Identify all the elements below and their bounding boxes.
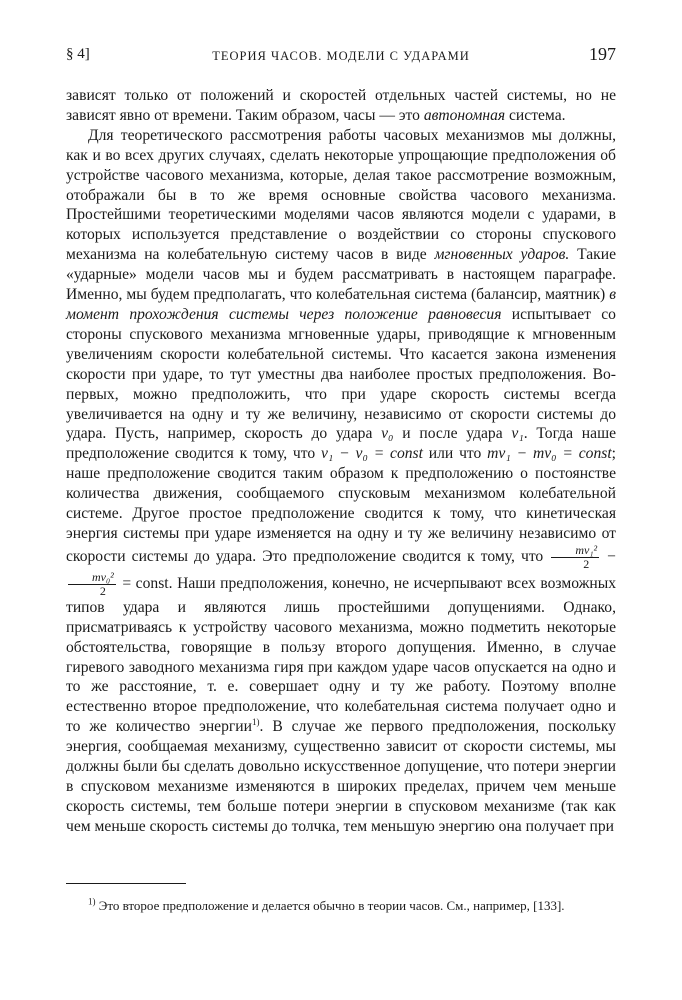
equation-momentum-constant: mv₁ − mv₀ = const xyxy=(487,445,612,463)
symbol-v0: v₀ xyxy=(381,425,394,443)
running-title: ТЕОРИЯ ЧАСОВ. МОДЕЛИ С УДАРАМИ xyxy=(212,49,470,63)
section-number: § 4] xyxy=(66,46,90,62)
paragraph-2 xyxy=(66,126,616,837)
minus-sign: − xyxy=(601,547,616,565)
equation-velocity-constant: v₁ − v₀ = const xyxy=(321,445,423,463)
paragraph-2-text: Такие «ударные» модели часов мы и будем рассматривать в настоящем параграфе. Именно, мы будем предполагать, что колебательная система (балансир, маятник) xyxy=(66,246,616,304)
fraction-numerator: mv₀² xyxy=(68,571,116,585)
paragraph-2-text: и после удара xyxy=(393,425,512,443)
paragraph-1 xyxy=(66,86,616,126)
page-number: 197 xyxy=(589,44,616,64)
page-header xyxy=(66,46,616,68)
main-text xyxy=(66,86,616,837)
paragraph-2-text: ; наше предположение сводится таким образом к предположению о постоянстве количества движения, сообщаемого спусковым механизмом колебательной системе. Другое простое предположение сводится к тому, что кинетическая энергия системы при ударе изменяется на одну и ту же величину независимо от скорости системы до удара. Это предположение сводится к тому, что xyxy=(66,445,616,565)
paragraph-2-text: испытывает со стороны спускового механизма мгновенные удары, приводящие к мгновенным увеличениям скорости колебательной системы. Что касается закона изменения скорости при ударе, то тут уместны два наиболее простых предположения. Во-первых, можно предположить, что при ударе скорость системы всегда увеличивается на одну и ту же величину, независимо от скорости системы до удара. Пусть, например, скорость до удара xyxy=(66,305,616,443)
fraction-denominator: 2 xyxy=(99,583,106,598)
paragraph-2-text: Для теоретического рассмотрения работы часовых механизмов мы должны, как и во всех других случаях, сделать некоторые упрощающие предположения об устройстве часового механизма, которые, делая такое рассмотрение возможным, отображали бы в то же время основные свойства часового механизма. Простейшими теоретическими моделями часов являются модели с ударами, в которых используется представление о воздействии со стороны спускового механизма на колебательную систему часов в виде xyxy=(66,126,616,264)
fraction-kinetic-before xyxy=(68,571,116,598)
emphasis-instant-impulses: мгновенных ударов. xyxy=(434,246,570,264)
footnote-divider xyxy=(66,883,186,884)
footnote-reference[interactable]: 1) xyxy=(251,717,260,728)
footnote-text: Это второе предположение и делается обычно в теории часов. См., например, [133]. xyxy=(95,898,565,913)
footnote xyxy=(66,897,616,914)
emphasis-autonomous: автономная xyxy=(423,106,506,124)
paragraph-1-text: зависят только от положений и скоростей отдельных частей системы, но не зависят явно от времени. Таким образом, часы — это xyxy=(66,87,616,124)
paragraph-2-text: . Тогда наше предположение сводится к тому, что xyxy=(66,425,617,463)
emphasis-equilibrium-passage: в момент прохождения системы через положение равновесия xyxy=(66,286,616,323)
equation-energy-constant: = const xyxy=(117,574,169,592)
symbol-v1: v₁ xyxy=(511,425,524,443)
fraction-numerator: mv₁² xyxy=(551,544,599,558)
fraction-denominator: 2 xyxy=(583,556,590,571)
paragraph-1-end: система. xyxy=(505,106,566,124)
paragraph-2-text: . Наши предположения, конечно, не исчерпывают всех возможных типов удара и являются лишь простейшими допущениями. Однако, присматриваясь к устройству часового механизма, можно подметить некоторые обстоятельства, говорящие в пользу второго допущения. Именно, в случае гиревого заводного механизма гиря при каждом ударе часов опускается на одно и то же расстояние, т. е. совершает одну и ту же работу. Поэтому вполне естественно второе предположение, что колебательная система получает одно и то же количество энергии xyxy=(66,574,616,736)
paragraph-2-text: или что xyxy=(422,445,488,463)
fraction-kinetic-after xyxy=(551,544,599,571)
footnote-mark: 1) xyxy=(88,896,96,907)
paragraph-2-text: . В случае же первого предположения, поскольку энергия, сообщаемая механизму, существенно зависит от скорости системы, мы должны были бы сделать довольно искусственное допущение, что потери энергии в спусковом механизме изменяются в широких пределах, причем чем меньше скорость системы, тем больше потери энергии в спусковом механизме (так как чем меньше скорость системы до толчка, тем меньшую энергию она получает при xyxy=(66,718,616,835)
